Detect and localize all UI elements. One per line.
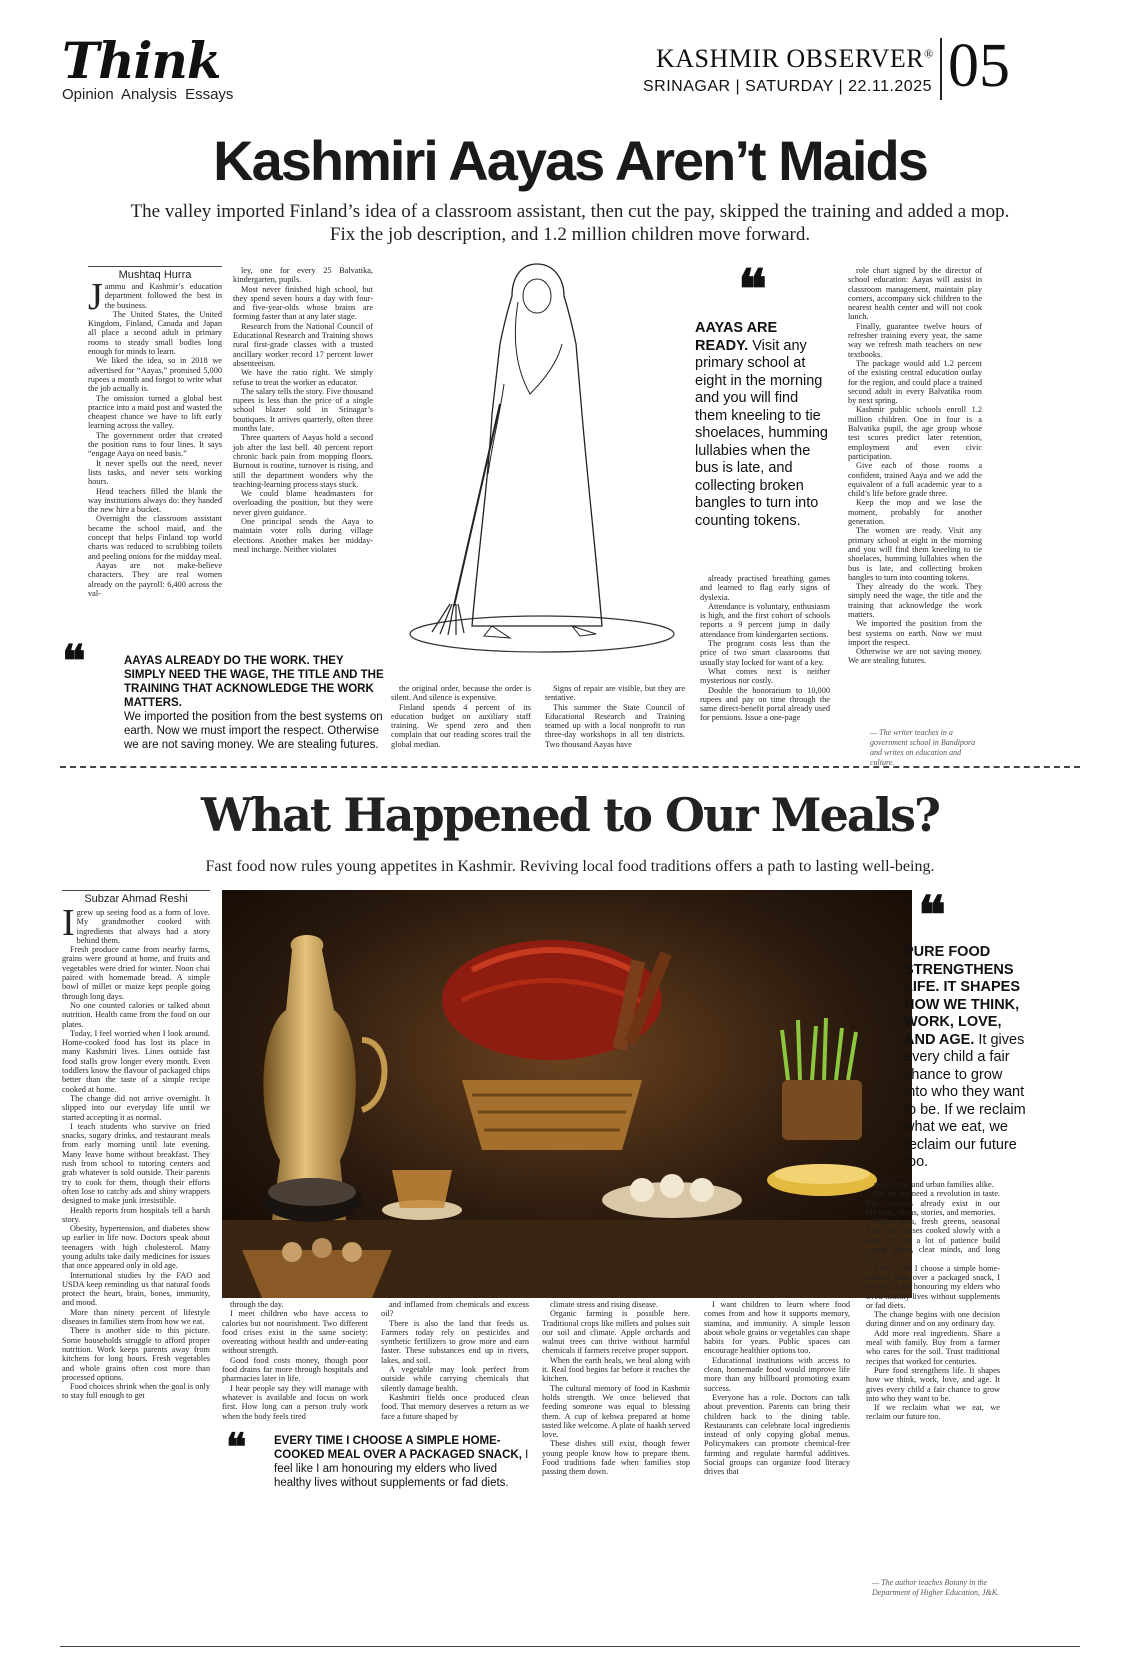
quote-icon: ❝: [738, 257, 768, 321]
article1-byline: Mushtaq Hurra: [88, 266, 222, 281]
paragraph: Kashmir public schools enroll 1.2 million children. One in four is a Balvatika pupil, the age group whose test scores predict later retention, employment and even civic participation.: [848, 405, 982, 461]
paragraph: Everyone has a role. Doctors can talk about prevention. Parents can bring their children back to the dining table. Restaurants can celebrate local ingredients instead of only copying global menus. Policymakers can promote chemical-free farming and regulate harmful additives. Social groups can organize food literacy drives that: [704, 1392, 850, 1477]
food-photo: [222, 890, 912, 1298]
paragraph: We do not need a revolution in taste. The answers already exist in our kitchens, farms, stories, and memories.: [866, 1189, 1000, 1217]
paragraph: We could blame headmasters for overloading the position, but they were never given guidance.: [233, 489, 373, 517]
quote-icon: ❝: [226, 1424, 247, 1469]
paragraph: Today, I feel worried when I look around. Home-cooked food has lost its place in many Kashmiri lives. Lines outside fast food stalls grow longer every month. Even toddlers know the flavour of packaged chips better than the taste of a simple recipe cooked at home.: [62, 1028, 210, 1094]
paragraph: Finally, guarantee twelve hours of refresher training every year, the same way we refresh math teachers on new textbooks.: [848, 321, 982, 359]
article2-column-5: [704, 1300, 850, 1480]
paragraph: We have the ratio right. We simply refuse to treat the worker as educator.: [233, 368, 373, 387]
dropcap: I: [62, 902, 75, 944]
paragraph: When the earth heals, we heal along with it. Real food begins far before it reaches the kitchen.: [542, 1355, 690, 1384]
paragraph: Food choices shrink when the goal is only to stay full enough to get: [62, 1382, 210, 1401]
paragraph: The package would add 1.2 percent of the existing central education outlay for the region, and could place a trained second adult in every Balvatika room by next spring.: [848, 358, 982, 406]
nut-basket: [242, 1250, 392, 1298]
quote-icon: ❝: [918, 885, 946, 946]
paragraph: Pure food strengthens life. It shapes how we think, work, love, and age. It gives every child a fair chance to grow into who they want to be.: [866, 1365, 1000, 1403]
paragraph: I meet children who have access to calories but not nourishment. Two different food crises exist in the same society: overeating without health and under-eating without strength.: [222, 1309, 368, 1356]
paragraph: The change begins with one decision during dinner and on any ordinary day.: [866, 1310, 1000, 1329]
paragraph: ley, one for every 25 Balvatika, kindergarten, pupils.: [233, 266, 373, 285]
paragraph: Otherwise we are not saving money. We are stealing futures.: [848, 647, 982, 666]
paragraph: A vegetable may look perfect from outside while carrying chemicals that silently damage health.: [381, 1365, 529, 1393]
newspaper-name: KASHMIR OBSERVER®: [656, 44, 934, 73]
aaya-illustration: [392, 254, 692, 656]
paragraph: These dishes still exist, though fewer young people know how to prepare them. Food traditions fade when families stop passing them down.: [542, 1439, 690, 1477]
paragraph: They already do the work. They simply need the wage, the title and the training that acknowledge the work matters.: [848, 582, 982, 619]
paragraph: The government order that created the position runs to four lines. It says “engage Aaya on need basis.”: [88, 430, 222, 459]
article1-pullquote-left: AAYAS ALREADY DO THE WORK. THEY SIMPLY NEED THE WAGE, THE TITLE AND THE TRAINING THAT ACKNOWLEDGE THE WORK MATTERS. We imported the position from the best systems on earth. Now we must import the respect. Otherwise we are not saving money. We are stealing futures.: [124, 655, 384, 751]
article1-column-2b: [391, 684, 531, 758]
paragraph: I teach students who survive on fried snacks, sugary drinks, and restaurant meals from early morning until late evening. Many leave home without breakfast. They rush from school to tutoring centers and grab whatever is sold outside. Their parents try to cook for them, though their efforts often lose to catchy ads and shiny wrappers designed to make junk irresistible.: [62, 1121, 210, 1206]
masthead-divider: [940, 38, 942, 100]
paragraph: More than ninety percent of lifestyle diseases in families stem from how we eat.: [62, 1307, 210, 1327]
paragraph: The salary tells the story. Five thousand rupees is less than the price of a single school blazer sold in Srinagar’s boutiques. It arrives quarterly, often three months late.: [233, 386, 373, 434]
article2-byline: Subzar Ahmad Reshi: [62, 890, 210, 905]
paragraph: It never spells out the need, never lists tasks, and never sets working hours.: [88, 458, 222, 487]
paragraph: the original order, because the order is silent. And silence is expensive.: [391, 684, 531, 703]
dateline: SRINAGAR | SATURDAY | 22.11.2025: [642, 78, 932, 95]
paragraph: Educational institutions with access to clean, homemade food would improve life more than any billboard promoting exam success.: [704, 1355, 850, 1393]
paragraph: We imported the position from the best systems on earth. Now we must import the respect.: [848, 619, 982, 647]
paragraph: Overnight the classroom assistant became the school maid, and the concept that helps Finland top world charts was reduced to scrubbing toilets and peeling onions for the midday meal.: [88, 514, 222, 561]
lead-paragraph: grew up seeing food as a form of love. My grandmother cooked with ingredients that always had a story behind them.: [76, 908, 210, 945]
paragraph: Organic farming is possible here. Traditional crops like millets and pulses suit our soil and climate. Apple orchards and walnut trees can thrive without harmful chemicals if farmers receive proper support.: [542, 1309, 690, 1356]
paragraph: The United States, the United Kingdom, Finland, Canada and Japan all place a second adult in primary rooms to steady small bodies long enough for minds to learn.: [88, 309, 222, 357]
paragraph: I want children to learn where food comes from and how it supports memory, stamina, and immunity. A simple lesson about whole grains or vegetables can shape habits for years. Public spaces can encourage healthier options too.: [704, 1300, 850, 1356]
article2-column-3: [381, 1300, 529, 1421]
paragraph: Fresh produce came from nearby farms, grains were ground at home, and fruits and vegetables were dried for winter. Noon chai paired with homemade bread. A simple bowl of millet or maize kept people going through long days.: [62, 945, 210, 1001]
article1-column-2: [233, 266, 373, 634]
paragraph: Research from the National Council of Educational Research and Training shows rural first-grade classes with a trusted ancillary worker record 17 percent lower absenteeism.: [233, 321, 373, 368]
article2-deck: Fast food now rules young appetites in Kashmir. Reviving local food traditions offers a path to lasting well-being.: [205, 858, 935, 875]
paragraph: Give each of those rooms a confident, trained Aaya and we add the equivalent of a full academic year to a child’s life before grade three.: [848, 461, 982, 499]
paragraph: The women are ready. Visit any primary school at eight in the morning and you will find them kneeling to tie shoelaces, humming lullabies when the bus is late, and collecting broken bangles to turn into counting tokens.: [848, 526, 982, 582]
paragraph: Aayas are not make-believe characters. They are real women already on the payroll: 6,400 across the val-: [88, 560, 222, 598]
paragraph: through the day.: [230, 1300, 284, 1309]
paragraph: The cultural memory of food in Kashmir holds strength. We once believed that feeding someone was equal to blessing them. A cup of kehwa prepared at home tasted like welcome. A plate of haakh served love.: [542, 1383, 690, 1440]
paragraph: Millet rotis, fresh greens, seasonal fruits and pulses cooked slowly with a little oil and a lot of patience build strong bones, clear minds, and long lives.: [866, 1217, 1000, 1264]
floor-shadow: [410, 616, 674, 652]
article2-column-1: [62, 902, 210, 1636]
wicker-basket: [462, 1080, 642, 1150]
paragraph: already practised breathing games and learned to flag early signs of dyslexia.: [700, 574, 830, 602]
paragraph: Health reports from hospitals tell a harsh story.: [62, 1205, 210, 1224]
paragraph: Signs of repair are visible, but they are tentative.: [545, 684, 685, 703]
article2-column-4: [542, 1300, 690, 1476]
paragraph: What comes next is neither mysterious nor costly.: [700, 666, 830, 686]
paragraph: Three quarters of Aayas hold a second job after the last bell. 40 percent report chronic back pain from mopping floors. Burnout is routine, turnover is rising, and still the department wonders why the teaching-learning process stays stuck.: [233, 433, 373, 489]
paragraph: If we reclaim what we eat, we reclaim our future too.: [866, 1403, 1000, 1422]
paragraph: Attendance is voluntary, enthusiasm is high, and the first cohort of schools reports a 9 percent jump in daily attendance from kindergarten sections.: [700, 601, 830, 639]
paragraph: Kashmiri fields once produced clean food. That memory deserves a return as we face a future shaped by: [381, 1392, 529, 1421]
paragraph: There is another side to this picture. Some households struggle to afford proper nutrition. Work keeps parents away from kitchens for long hours. Fresh vegetables and whole grains often cost more than processed options.: [62, 1326, 210, 1382]
quote-icon: ❝: [62, 636, 86, 687]
paragraph: role chart signed by the director of school education: Aayas will assist in classroom management, maintain play corners, accompany sick children to the nearest health center and will not cook lunch.: [848, 266, 982, 322]
page-number: 05: [948, 32, 1010, 100]
paragraph: There is also the land that feeds us. Farmers today rely on pesticides and synthetic fertilizers to grow more and earn faster. These substances end up in rivers, lakes, and soil.: [381, 1318, 529, 1365]
paragraph: We liked the idea, so in 2018 we advertised for “Aayas,” promised 5,000 rupees a month and forgot to write what the job actually is.: [88, 356, 222, 394]
article1-headline: Kashmiri Aayas Aren’t Maids: [213, 129, 927, 192]
article2-author-note: — The author teaches Botany in the Department of Higher Education, J&K.: [872, 1578, 1000, 1597]
dropcap: J: [88, 276, 103, 318]
section-subtitle: Opinion Analysis Essays: [62, 86, 234, 103]
article2-column-6: [866, 1180, 1000, 1450]
paragraph: I hear people say they will manage with whatever is available and focus on work first. How long can a person truly work when the body feels tired: [222, 1383, 368, 1421]
article2-headline: What Happened to Our Meals?: [201, 788, 939, 842]
paragraph: Head teachers filled the blank the way institutions always do: they handed the new hire a bucket.: [88, 486, 222, 515]
section-title: Think: [62, 31, 221, 90]
article1-pullquote-right: AAYAS ARE READY. Visit any primary school at eight in the morning and you will find them kneeling to tie shoelaces, humming lullabies when the bus is late, and collecting broken bangles to turn into counting tokens.: [695, 320, 828, 529]
paragraph: Keep the mop and we lose the moment, probably for another generation.: [848, 498, 982, 527]
paragraph: and inflamed from chemicals and excess oil?: [381, 1300, 529, 1319]
paragraph: reach rural and urban families alike.: [874, 1180, 994, 1189]
page-bottom-rule: [60, 1646, 1080, 1647]
paragraph: Add more real ingredients. Share a meal with family. Buy from a farmer who cares for the soil. Trust traditional recipes that worked for centuries.: [866, 1328, 1000, 1366]
paragraph: The change did not arrive overnight. It slipped into our everyday life until we started accepting it as normal.: [62, 1093, 210, 1122]
article1-author-note: — The writer teaches in a government school in Bandipora and writes on education and culture.: [870, 728, 976, 767]
article2-pullquote-right: PURE FOOD STRENGTHENS LIFE. IT SHAPES HOW WE THINK, WORK, LOVE, AND AGE. It gives every child a fair chance to grow into who they want to be. If we reclaim what we eat, we reclaim our future too.: [904, 944, 1026, 1170]
section-divider: [60, 766, 1080, 768]
article1-column-1: [88, 276, 222, 634]
article2-pullquote-bottom: EVERY TIME I CHOOSE A SIMPLE HOME-COOKED MEAL OVER A PACKAGED SNACK, I feel like I am honouring my elders who lived healthy lives without supplements or fad diets.: [274, 1435, 529, 1489]
paragraph: Obesity, hypertension, and diabetes show up earlier in life now. Doctors speak about teenagers with high cholesterol. Many young adults take daily medicines for issues that once appeared only in old age.: [62, 1224, 210, 1271]
paragraph: International studies by the FAO and USDA keep reminding us that natural foods protect the heart, brain, bones, immunity, and mood.: [62, 1270, 210, 1308]
paragraph: Finland spends 4 percent of its education budget on auxiliary staff training. We spend zero and then complain that our reading scores trail the global median.: [391, 702, 531, 749]
paragraph: climate stress and rising disease.: [550, 1300, 659, 1309]
paragraph: One principal sends the Aaya to maintain voter rolls during village elections. Another makes her midday-meal incharge. Neither violates: [233, 517, 373, 554]
lead-paragraph: ammu and Kashmir’s education department followed the best in the business.: [104, 282, 222, 310]
paragraph: No one counted calories or talked about nutrition. Health came from the food on our plates.: [62, 1000, 210, 1029]
figure-face: [523, 279, 551, 313]
paragraph: Double the honorarium to 10,000 rupees and pay on time through the same direct-benefit portal already used for pensions. Issue a one-page: [700, 685, 830, 723]
article1-deck: The valley imported Finland’s idea of a classroom assistant, then cut the pay, skipped the training and added a mop. Fix the job description, and 1.2 million children move forward.: [130, 201, 1010, 245]
paragraph: Good food costs money, though poor food drains far more through hospitals and pharmacies later in life.: [222, 1355, 368, 1384]
paragraph: This summer the State Council of Educational Research and Training teamed up with a local nonprofit to run three-day workshops in all ten districts. Two thousand Aayas have: [545, 702, 685, 749]
paragraph: The omission turned a global best practice into a maid post and wasted the cheapest chance we have to lift early learning across the valley.: [88, 393, 222, 431]
article1-column-3b: [545, 684, 685, 758]
paragraph: The program costs less than the price of two smart classrooms that usually stay locked for want of a key.: [700, 639, 830, 667]
article1-column-5: [848, 266, 982, 726]
paragraph: Every time I choose a simple home-cooked meal over a packaged snack, I feel like I am honouring my elders who lived healthy lives without supplements or fad diets.: [866, 1263, 1000, 1310]
paragraph: Most never finished high school, but they spend seven hours a day with four- and five-year-olds whose brains are forming faster than at any later stage.: [233, 284, 373, 322]
article1-column-4: [700, 574, 830, 723]
